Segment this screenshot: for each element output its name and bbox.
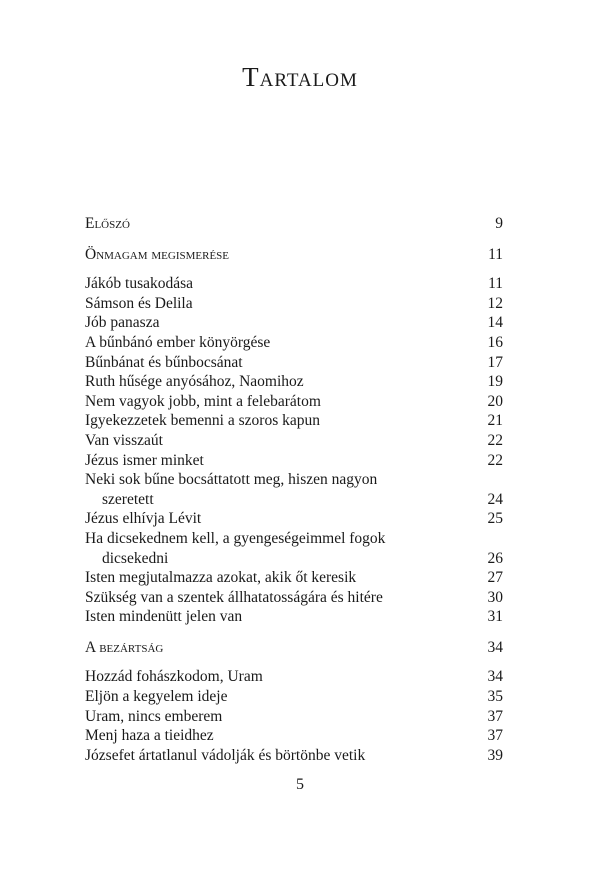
toc-entry-page: 30	[487, 588, 503, 606]
toc-entry	[85, 274, 503, 294]
toc-entry-title	[85, 353, 478, 373]
toc-entry-title-line: Neki sok bűne bocsáttatott meg, hiszen nagyon	[85, 471, 378, 489]
toc-entry-title-line: Isten megjutalmazza azokat, akik őt keresik	[85, 569, 357, 587]
toc-entry-page: 37	[487, 727, 503, 745]
toc-section-label: Önmagam megismerése	[85, 245, 230, 263]
toc-entry	[85, 313, 503, 333]
toc-entry-title	[85, 568, 478, 588]
toc-entry	[85, 746, 503, 766]
toc-entry-title-line: Ha dicsekednem kell, a gyengeségeimmel fogok	[85, 529, 386, 547]
toc-entry-page: 14	[487, 314, 503, 332]
toc-entry-page: 31	[487, 608, 503, 626]
toc-entry-title	[85, 707, 478, 727]
toc-entry	[85, 568, 503, 588]
toc-entry-title	[85, 431, 478, 451]
toc-entry-title-line: Hozzád fohászkodom, Uram	[85, 668, 263, 686]
toc-entry-title-line: Uram, nincs emberem	[85, 707, 223, 725]
toc-entry	[85, 392, 503, 412]
table-of-contents	[85, 214, 503, 765]
toc-entry-title	[85, 294, 478, 314]
toc-entry-title	[85, 509, 478, 529]
toc-entry-title	[85, 726, 478, 746]
toc-entry-title	[85, 411, 478, 431]
toc-entry-title-continuation: szeretett	[102, 490, 154, 508]
page-number: 5	[296, 776, 304, 793]
toc-entry	[85, 707, 503, 727]
page-title: Tartalom	[242, 62, 358, 92]
toc-entry	[85, 411, 503, 431]
toc-entry	[85, 588, 503, 608]
toc-preface-label: Előszó	[85, 215, 130, 232]
toc-entry	[85, 294, 503, 314]
toc-entry-title-line: Jákób tusakodása	[85, 275, 194, 293]
toc-entry	[85, 667, 503, 687]
toc-entry	[85, 509, 503, 529]
toc-entry-page: 21	[487, 412, 503, 430]
toc-entry-title	[85, 392, 478, 412]
toc-entry-title	[85, 333, 478, 353]
toc-entry-page: 27	[487, 569, 503, 587]
toc-entry-title	[85, 313, 478, 333]
toc-entry-page: 20	[487, 392, 503, 410]
toc-section-heading	[85, 245, 503, 265]
toc-entry-title	[85, 667, 478, 687]
toc-entry-title-line: Isten mindenütt jelen van	[85, 608, 243, 626]
toc-entry-page: 19	[487, 373, 503, 391]
toc-entry	[85, 451, 503, 471]
toc-entry-page: 25	[487, 510, 503, 528]
toc-entry-title-line: Sámson és Delila	[85, 294, 193, 312]
toc-preface	[85, 214, 503, 234]
toc-preface-page: 9	[495, 215, 503, 232]
toc-entry-title-line: Jób panasza	[85, 314, 160, 332]
toc-entry-page: 34	[487, 668, 503, 686]
toc-entry	[85, 431, 503, 451]
toc-entry	[85, 607, 503, 627]
toc-section-page: 34	[487, 638, 503, 656]
toc-entry	[85, 372, 503, 392]
toc-entry	[85, 726, 503, 746]
toc-entry	[85, 529, 503, 568]
toc-entry-title-line: Nem vagyok jobb, mint a felebarátom	[85, 392, 321, 410]
toc-entry-title	[85, 746, 478, 766]
toc-entry-title	[85, 588, 478, 608]
toc-entry-page: 22	[487, 431, 503, 449]
toc-entry-page: 37	[487, 707, 503, 725]
toc-entry-title-line: Józsefet ártatlanul vádolják és börtönbe vetik	[85, 746, 366, 764]
toc-entry-page: 22	[487, 451, 503, 469]
toc-entry-title	[85, 687, 478, 707]
toc-entry-page: 17	[487, 353, 503, 371]
toc-entry-title-line: Igyekezzetek bemenni a szoros kapun	[85, 412, 320, 430]
toc-entry-page: 39	[487, 746, 503, 764]
toc-section-label: A bezártság	[85, 638, 164, 656]
toc-entry-title-line: Van visszaút	[85, 431, 163, 449]
toc-entry-title	[85, 470, 478, 509]
toc-entry-title-line: Szükség van a szentek állhatatosságára és hitére	[85, 588, 383, 606]
toc-entry	[85, 353, 503, 373]
toc-entry-title-line: Jézus ismer minket	[85, 451, 204, 469]
toc-entry-page: 26	[487, 549, 503, 567]
toc-section-heading	[85, 638, 503, 658]
toc-entry-title	[85, 529, 478, 568]
toc-entry-title-line: Ruth hűsége anyósához, Naomihoz	[85, 373, 304, 391]
toc-entry-title-line: Bűnbánat és bűnbocsánat	[85, 353, 243, 371]
toc-entry	[85, 687, 503, 707]
toc-entry-page: 35	[487, 688, 503, 706]
toc-entry-title-line: Menj haza a tieidhez	[85, 727, 214, 745]
toc-entry-title	[85, 451, 478, 471]
toc-entry-page: 12	[487, 294, 503, 312]
toc-entry-title	[85, 607, 478, 627]
toc-entry-title-line: A bűnbánó ember könyörgése	[85, 333, 271, 351]
toc-entry-page: 16	[487, 333, 503, 351]
toc-entry-page: 24	[487, 490, 503, 508]
toc-entry-title-continuation: dicsekedni	[102, 549, 169, 567]
toc-entry-title-line: Eljön a kegyelem ideje	[85, 688, 228, 706]
toc-sections	[85, 245, 503, 766]
toc-section-page: 11	[488, 245, 503, 263]
toc-entry-title	[85, 274, 478, 294]
toc-entry-page: 11	[488, 275, 503, 293]
toc-entry	[85, 333, 503, 353]
toc-entry-title-line: Jézus elhívja Lévit	[85, 510, 202, 528]
toc-entry	[85, 470, 503, 509]
toc-entry-title	[85, 372, 478, 392]
